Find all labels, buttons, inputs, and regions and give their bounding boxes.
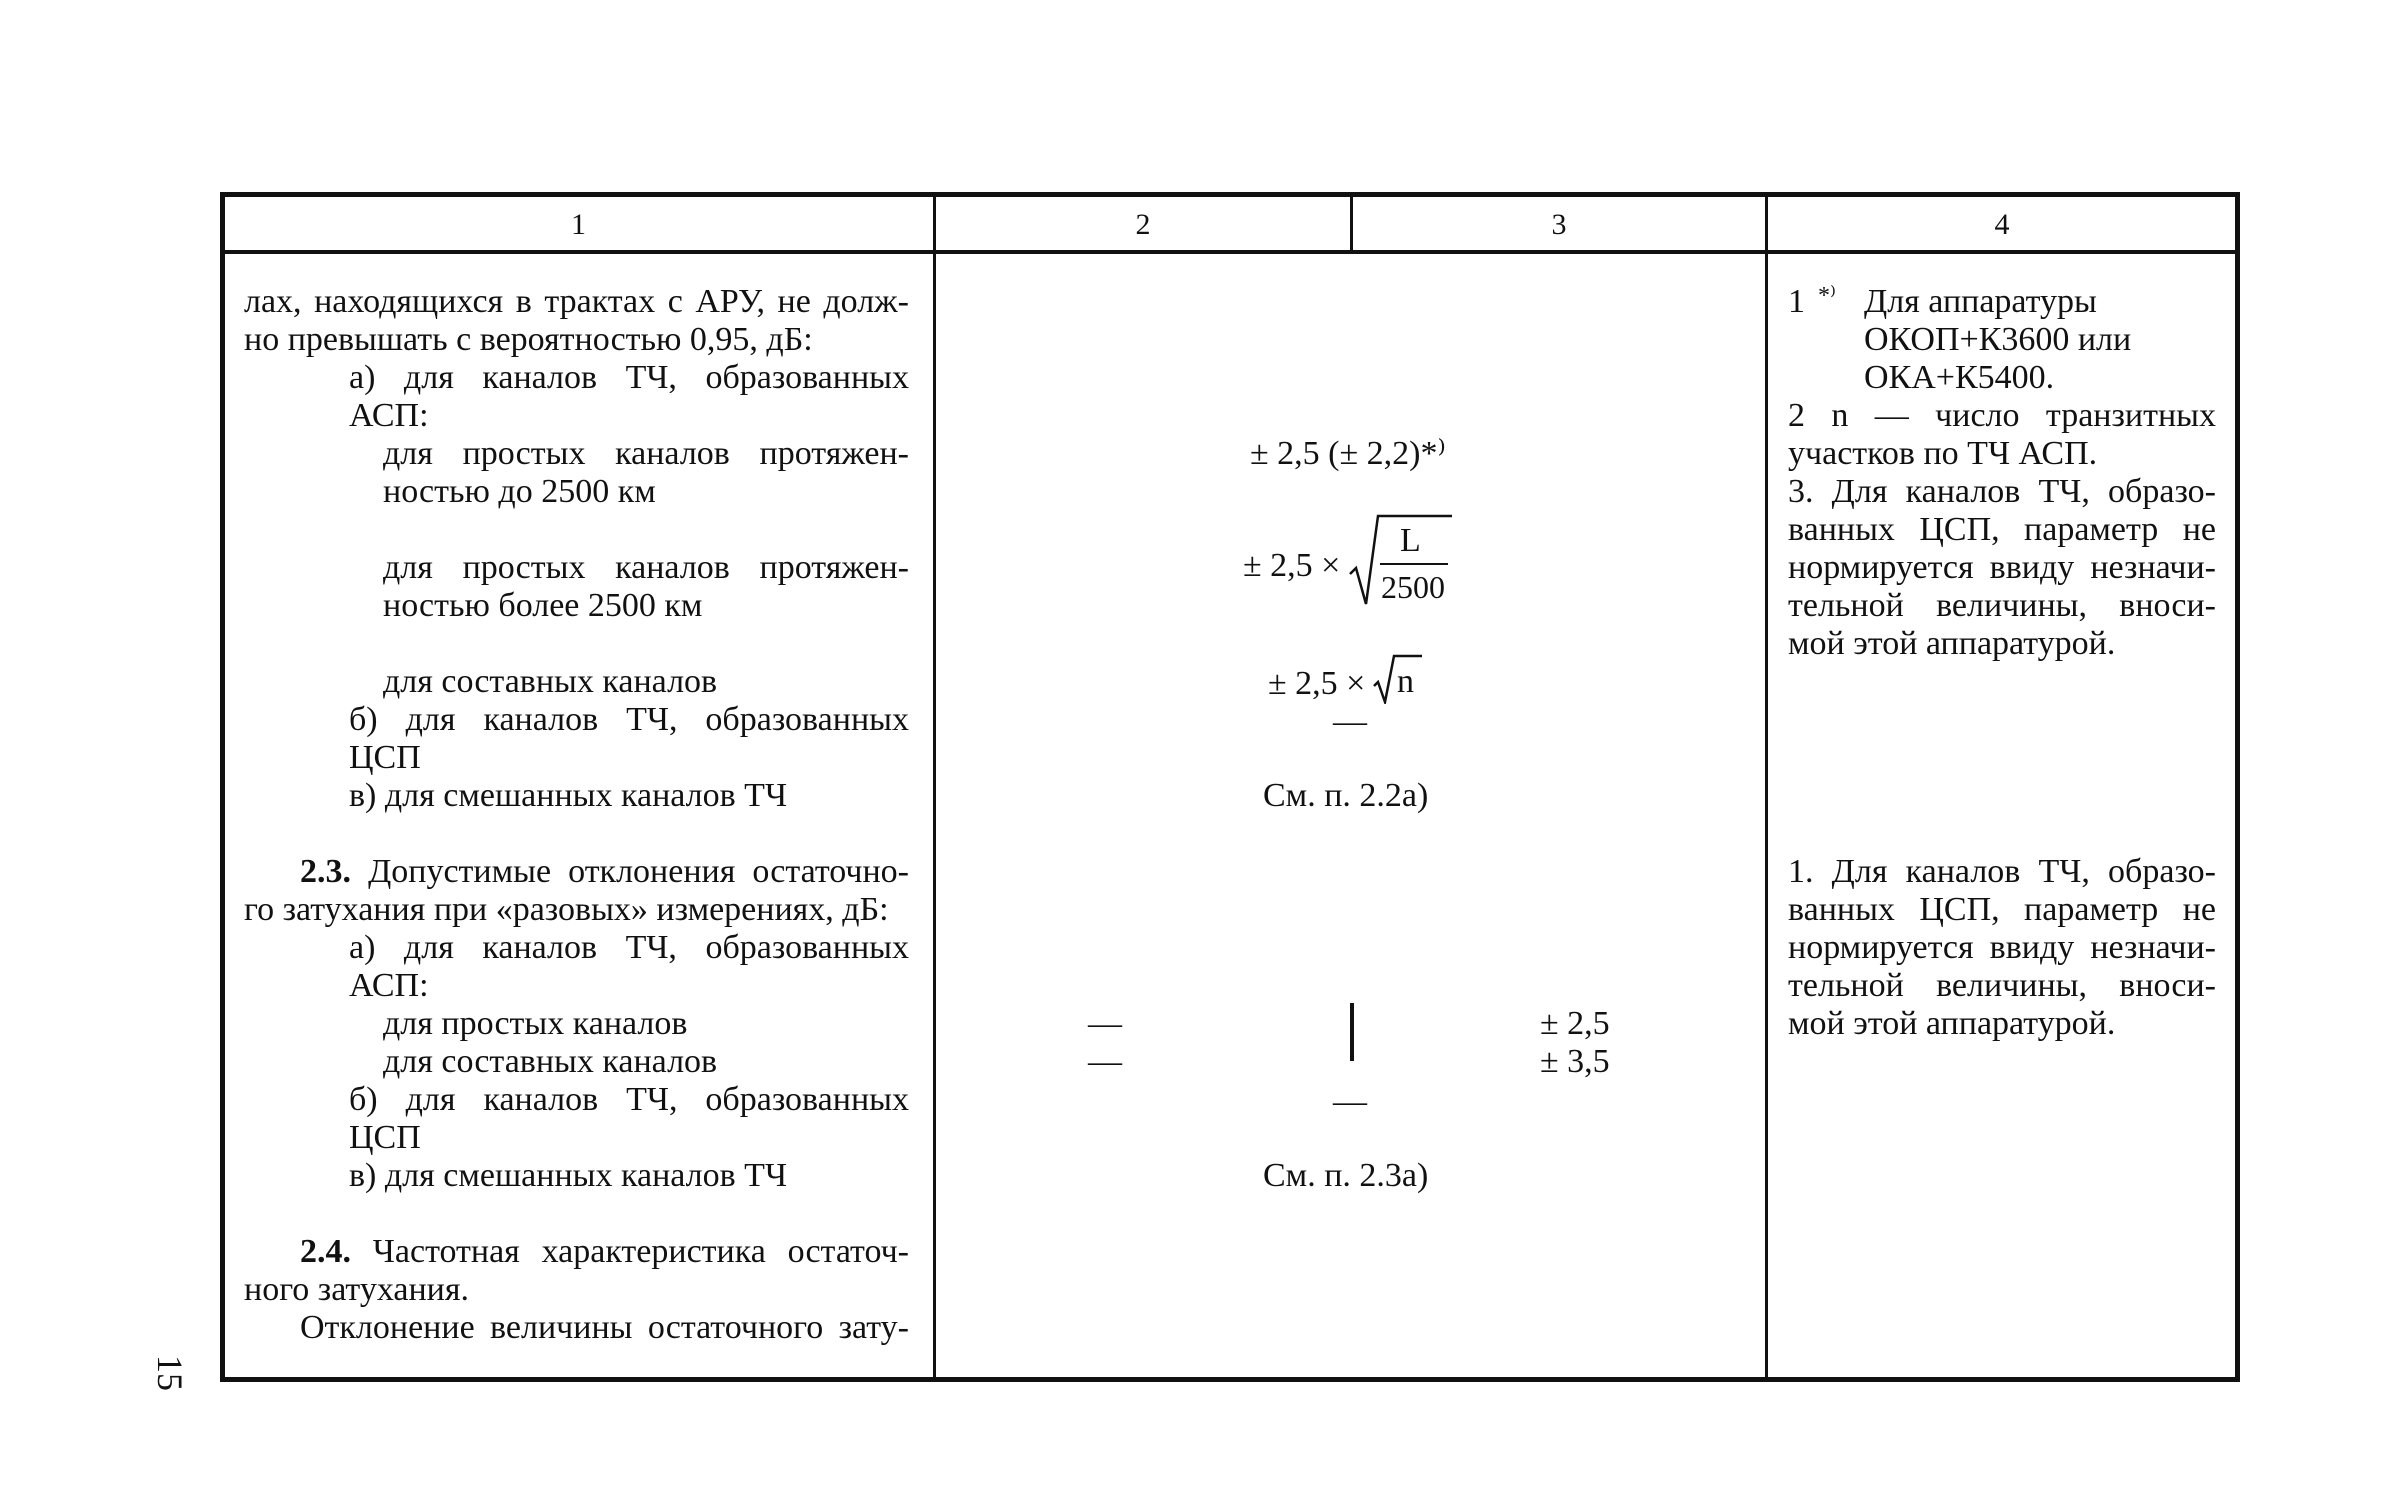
s23-title-line1 (300, 853, 909, 891)
page-number: 15 (150, 1355, 190, 1391)
s23-note-line3: нормируется ввиду незначи- (1788, 929, 2216, 966)
s23-col3-simple: ± 2,5 (1540, 1005, 1610, 1042)
s23-col2-simple: — (1088, 1005, 1122, 1042)
s23-note-line4: тельной величины, вноси- (1788, 967, 2216, 1004)
s23-val-v: См. п. 2.3а) (1263, 1157, 1429, 1194)
s22-b-line2: ЦСП (349, 739, 421, 776)
s22-note1-line2: ОКОП+К3600 или (1864, 321, 2132, 358)
s22-val-simple-long-prefix: ± 2,5 × (1243, 547, 1341, 584)
s22-note3-line4: тельной величины, вноси- (1788, 587, 2216, 624)
s22-note1-line3: ОКА+К5400. (1864, 359, 2055, 396)
s22-sqrt-n (1372, 652, 1424, 704)
s22-note2-line2: участков по ТЧ АСП. (1788, 435, 2098, 472)
header-col-3: 3 (1551, 208, 1567, 241)
s22-fraction-numerator: L (1400, 522, 1421, 559)
s22-simple-short-line1: для простых каналов протяжен- (383, 435, 909, 472)
s22-note3-line3: нормируется ввиду незначи- (1788, 549, 2216, 586)
s23-col2-composite: — (1088, 1043, 1122, 1080)
s23-title-line2: го затухания при «разовых» измерениях, дБ: (244, 891, 889, 928)
column-divider-3 (1765, 192, 1768, 1382)
s22-a-line2: АСП: (349, 397, 429, 434)
s23-note-line5: мой этой аппаратурой. (1788, 1005, 2116, 1042)
s23-simple: для простых каналов (383, 1005, 688, 1042)
s24-text-line1: Отклонение величины остаточного зату- (300, 1309, 909, 1346)
s23-a-line1: а) для каналов ТЧ, образованных (349, 929, 909, 966)
s24-title-line1 (300, 1233, 909, 1271)
s23-note-line1: 1. Для каналов ТЧ, образо- (1788, 853, 2216, 890)
s23-note-line2: ванных ЦСП, параметр не (1788, 891, 2216, 928)
s23-composite: для составных каналов (383, 1043, 718, 1080)
s22-val-composite-prefix: ± 2,5 × (1268, 665, 1366, 702)
header-col-4: 4 (1994, 208, 2010, 241)
s22-v-line: в) для смешанных каналов ТЧ (349, 777, 788, 814)
s23-b-line1: б) для каналов ТЧ, образованных (349, 1081, 909, 1118)
s22-note1-line1: Для аппаратуры (1864, 283, 2097, 320)
s22-val-v: См. п. 2.2а) (1263, 777, 1429, 814)
s23-col3-composite: ± 3,5 (1540, 1043, 1610, 1080)
s23-v-line: в) для смешанных каналов ТЧ (349, 1157, 788, 1194)
s22-note1-num: 1 (1788, 283, 1805, 320)
s24-number: 2.4. (300, 1233, 351, 1270)
s22-note3-line2: ванных ЦСП, параметр не (1788, 511, 2216, 548)
s22-sqrt-formula (1348, 512, 1454, 608)
s22-simple-long-line2: ностью более 2500 км (383, 587, 703, 624)
s22-note3-line1: 3. Для каналов ТЧ, образо- (1788, 473, 2216, 510)
s22-composite: для составных каналов (383, 663, 718, 700)
s22-radicand: n (1397, 663, 1414, 700)
header-divider (220, 250, 2240, 254)
s22-intro-line1: лах, находящихся в трактах с АРУ, не долж- (244, 283, 909, 320)
s22-intro-line2: но превышать с вероятностью 0,95, дБ: (244, 321, 813, 358)
s23-short-divider (1350, 1003, 1354, 1061)
s22-val-b: — (1333, 703, 1367, 740)
s22-val-simple-short: ± 2,5 (± 2,2)*⁾ (1250, 435, 1446, 472)
s23-title-text: Допустимые отклонения остаточно- (351, 853, 909, 890)
s22-b-line1: б) для каналов ТЧ, образованных (349, 701, 909, 738)
s22-note1-mark: *⁾ (1818, 283, 1836, 309)
header-col-1: 1 (571, 208, 586, 241)
s23-a-line2: АСП: (349, 967, 429, 1004)
header-col-2: 2 (1135, 208, 1151, 241)
s22-note3-line5: мой этой аппаратурой. (1788, 625, 2116, 662)
s22-note2-line1: 2 n — число транзитных (1788, 397, 2216, 434)
s22-fraction-denominator: 2500 (1381, 569, 1445, 605)
column-divider-1 (933, 192, 936, 1382)
s24-title-text: Частотная характеристика остаточ- (351, 1233, 909, 1270)
s24-title-line2: ного затухания. (244, 1271, 470, 1308)
s22-simple-short-line2: ностью до 2500 км (383, 473, 656, 510)
s22-simple-long-line1: для простых каналов протяжен- (383, 549, 909, 586)
s22-a-line1: а) для каналов ТЧ, образованных (349, 359, 909, 396)
s23-b-line2: ЦСП (349, 1119, 421, 1156)
s23-number: 2.3. (300, 853, 351, 890)
s23-val-b: — (1333, 1083, 1367, 1120)
